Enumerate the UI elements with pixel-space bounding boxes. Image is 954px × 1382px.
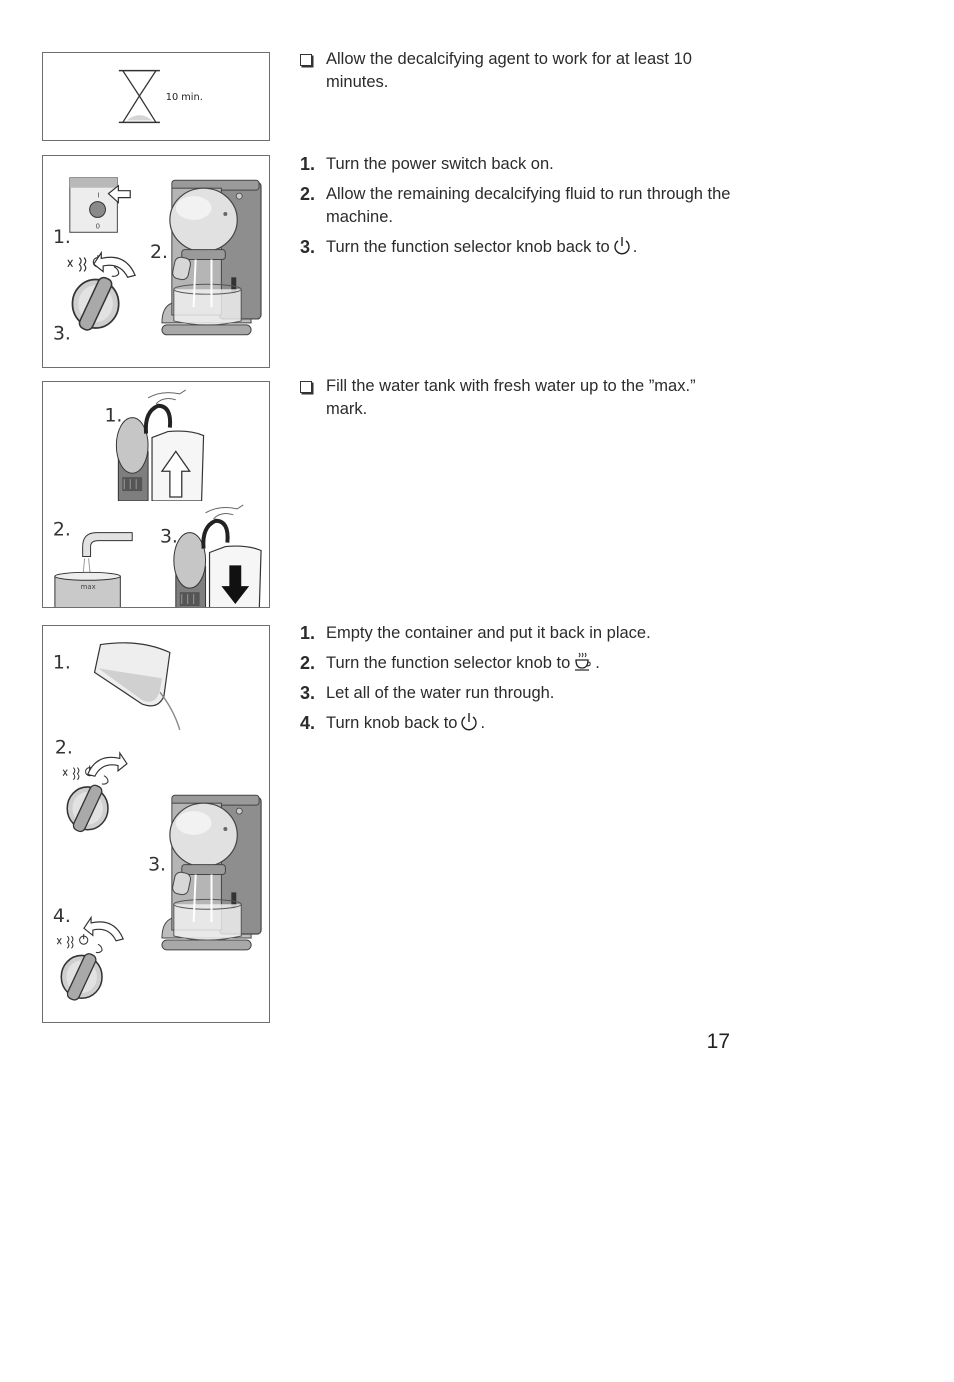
panel-step-2: 2.	[54, 737, 73, 759]
rotate-arrow-icon	[94, 253, 135, 277]
sentence-end: .	[480, 714, 486, 732]
panel-step-2: 2.	[150, 242, 169, 264]
coffee-machine-icon	[162, 180, 261, 335]
instruction-text: Empty the container and put it back in place.	[326, 624, 651, 642]
step-number: 3.	[300, 683, 316, 703]
instruction-block-2	[300, 153, 740, 266]
sentence-end: .	[632, 238, 638, 256]
panel-step-3: 3.	[52, 323, 71, 345]
rotate-arrow-icon	[88, 753, 127, 776]
panel-step-3: 3.	[159, 526, 178, 548]
step-number: 2.	[300, 184, 316, 204]
selector-knob-icon	[63, 766, 108, 834]
rotate-arrow-icon	[84, 918, 123, 941]
panel-step-1: 1.	[52, 652, 71, 674]
instruction-block-1	[300, 48, 740, 101]
instruction-text: Turn knob back to	[326, 714, 458, 732]
power-icon	[460, 712, 478, 732]
hot-water-cup-icon	[573, 652, 593, 672]
list-item	[300, 682, 740, 705]
instruction-text-with-icon	[326, 236, 740, 259]
checkbox-bullet-icon	[300, 375, 326, 400]
tank-max-label: max	[80, 583, 96, 592]
empty-container-illustration	[42, 625, 270, 1023]
instruction-text: Turn the function selector knob back to	[326, 238, 610, 256]
power-switch-icon	[90, 202, 106, 218]
list-item	[300, 153, 740, 176]
panel-step-3: 3.	[148, 854, 167, 876]
panel-step-1: 1.	[52, 227, 71, 249]
panel-step-2: 2.	[52, 519, 71, 541]
panel-step-4: 4.	[52, 906, 71, 928]
list-item	[300, 375, 740, 421]
instruction-text: Fill the water tank with fresh water up to the ”max.” mark.	[326, 377, 696, 418]
step-number: 4.	[300, 713, 316, 733]
water-tank-illustration	[42, 381, 270, 608]
instruction-text: Turn the power switch back on.	[326, 155, 554, 173]
instruction-text: Allow the decalcifying agent to work for at least 10 minutes.	[326, 50, 692, 91]
page-number: 17	[706, 1030, 730, 1053]
list-item	[300, 712, 740, 735]
instruction-text: Let all of the water run through.	[326, 684, 555, 702]
hourglass-icon	[43, 53, 269, 140]
tank-insert-icon	[174, 505, 261, 607]
step-number: 3.	[300, 237, 316, 257]
panel-step-1: 1.	[104, 405, 123, 427]
pouring-container-icon	[95, 643, 180, 730]
hourglass-label: 10 min.	[165, 91, 203, 103]
instruction-block-3	[300, 375, 740, 428]
list-item	[300, 48, 740, 94]
hourglass-illustration	[42, 52, 270, 141]
instruction-text-with-icon	[326, 712, 740, 735]
switch-off-label: 0	[95, 222, 100, 231]
list-item	[300, 236, 740, 259]
selector-knob-icon	[57, 934, 102, 1002]
instruction-text-with-icon	[326, 652, 740, 675]
selector-knob-icon	[68, 255, 119, 332]
list-item	[300, 652, 740, 675]
instruction-block-4	[300, 622, 740, 742]
step-number: 2.	[300, 653, 316, 673]
tank-removal-icon	[116, 390, 203, 501]
coffee-machine-icon	[162, 795, 261, 950]
instruction-text: Turn the function selector knob to	[326, 654, 571, 672]
step-number: 1.	[300, 154, 316, 174]
power-switch-illustration	[42, 155, 270, 368]
list-item	[300, 183, 740, 229]
step-number: 1.	[300, 623, 316, 643]
sentence-end: .	[595, 654, 600, 672]
list-item	[300, 622, 740, 645]
checkbox-bullet-icon	[300, 48, 326, 73]
water-tank-icon	[55, 576, 120, 607]
switch-on-label: I	[97, 191, 100, 200]
faucet-icon	[83, 533, 133, 557]
power-icon	[613, 236, 631, 256]
instruction-text: Allow the remaining decalcifying fluid to run through the machine.	[326, 185, 731, 226]
